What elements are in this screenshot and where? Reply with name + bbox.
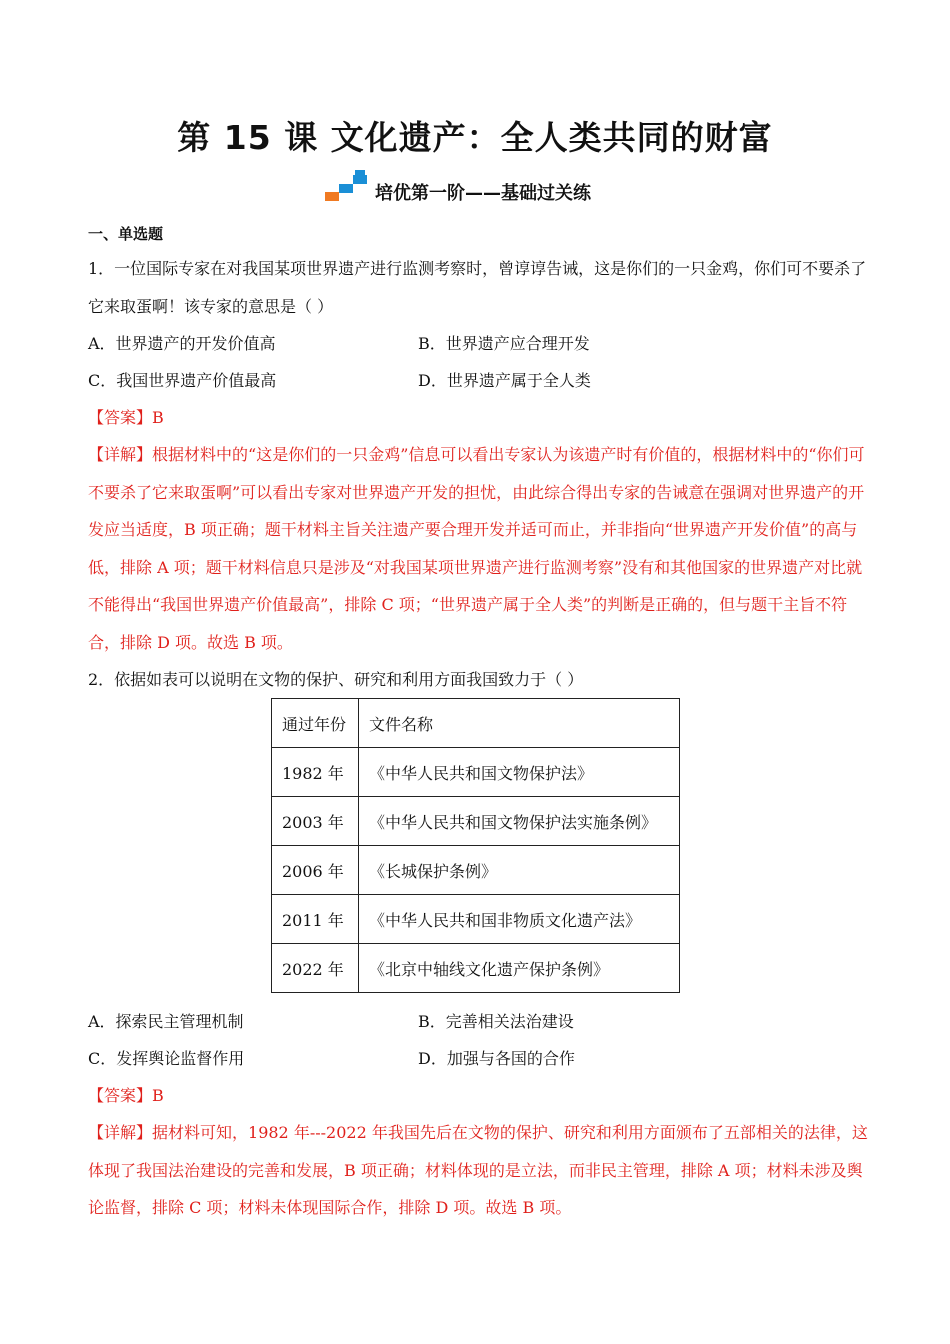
- law-table: [271, 698, 680, 993]
- q1-option-b: B．世界遗产应合理开发: [418, 334, 590, 353]
- table-cell-year: 2006 年: [272, 846, 359, 895]
- table-row: [272, 748, 680, 797]
- q1-answer: 【答案】B: [88, 408, 164, 427]
- subtitle-block: [325, 168, 591, 208]
- q2-option-c: C．发挥舆论监督作用: [88, 1049, 245, 1068]
- q1-stem: 1．一位国际专家在对我国某项世界遗产进行监测考察时，曾谆谆告诫，这是你们的一只金鸡，你们可不要杀了它来取蛋啊！该专家的意思是（ ）: [88, 259, 867, 316]
- page-title: 第 15 课 文化遗产：全人类共同的财富: [177, 118, 773, 157]
- table-cell-year: 1982 年: [272, 748, 359, 797]
- table-header-row: [272, 699, 680, 748]
- q1-explain-label: 【详解】: [88, 445, 153, 464]
- q2-option-b: B．完善相关法治建设: [418, 1012, 574, 1031]
- table-header-year: 通过年份: [272, 699, 359, 748]
- section-heading: 一、单选题: [88, 225, 164, 243]
- q1-option-a: A．世界遗产的开发价值高: [88, 334, 276, 353]
- table-cell-year: 2003 年: [272, 797, 359, 846]
- table-cell-name: 《长城保护条例》: [359, 846, 680, 895]
- q2-option-a: A．探索民主管理机制: [88, 1012, 244, 1031]
- table-row: [272, 895, 680, 944]
- q1-option-c: C．我国世界遗产价值最高: [88, 371, 277, 390]
- q2-option-d: D．加强与各国的合作: [418, 1049, 575, 1068]
- subtitle-text: 培优第一阶——基础过关练: [375, 183, 591, 204]
- q1-explanation: [88, 436, 868, 661]
- q2-explanation: [88, 1114, 868, 1227]
- table-cell-name: 《北京中轴线文化遗产保护条例》: [359, 944, 680, 993]
- q1-option-d: D．世界遗产属于全人类: [418, 371, 591, 390]
- q1-explain-text: 根据材料中的“这是你们的一只金鸡”信息可以看出专家认为该遗产时有价值的，根据材料中的“你们可不要杀了它来取蛋啊”可以看出专家对世界遗产开发的担忧，由此综合得出专家的告诫意在强调对世界遗产的开发应当适度，B 项正确；题干材料主旨关注遗产要合理开发并适可而止，并非指向“世界遗产开发价值”的高与低，排除 A 项；题干材料信息只是涉及“对我国某项世界遗产进行监测考察”没有和其他国家的世界遗产对比就不能得出“我国世界遗产价值最高”，排除 C 项；“世界遗产属于全人类”的判断是正确的，但与题干主旨不符合，排除 D 项。故选 B 项。: [88, 445, 865, 652]
- q2-stem: 2．依据如表可以说明在文物的保护、研究和利用方面我国致力于（ ）: [88, 670, 584, 689]
- table-header-name: 文件名称: [359, 699, 680, 748]
- table-cell-year: 2022 年: [272, 944, 359, 993]
- table-cell-year: 2011 年: [272, 895, 359, 944]
- table-cell-name: 《中华人民共和国文物保护法》: [359, 748, 680, 797]
- table-row: [272, 846, 680, 895]
- table-cell-name: 《中华人民共和国非物质文化遗产法》: [359, 895, 680, 944]
- table-cell-name: 《中华人民共和国文物保护法实施条例》: [359, 797, 680, 846]
- q2-explain-label: 【详解】: [88, 1123, 153, 1142]
- table-row: [272, 797, 680, 846]
- q2-answer: 【答案】B: [88, 1086, 164, 1105]
- table-row: [272, 944, 680, 993]
- stairs-logo-icon: [325, 170, 369, 206]
- q2-explain-text: 据材料可知，1982 年---2022 年我国先后在文物的保护、研究和利用方面颁布了五部相关的法律，这体现了我国法治建设的完善和发展，B 项正确；材料体现的是立法，而非民主管理，排除 A 项；材料未涉及舆论监督，排除 C 项；材料未体现国际合作，排除 D 项。故选 B 项。: [88, 1123, 868, 1217]
